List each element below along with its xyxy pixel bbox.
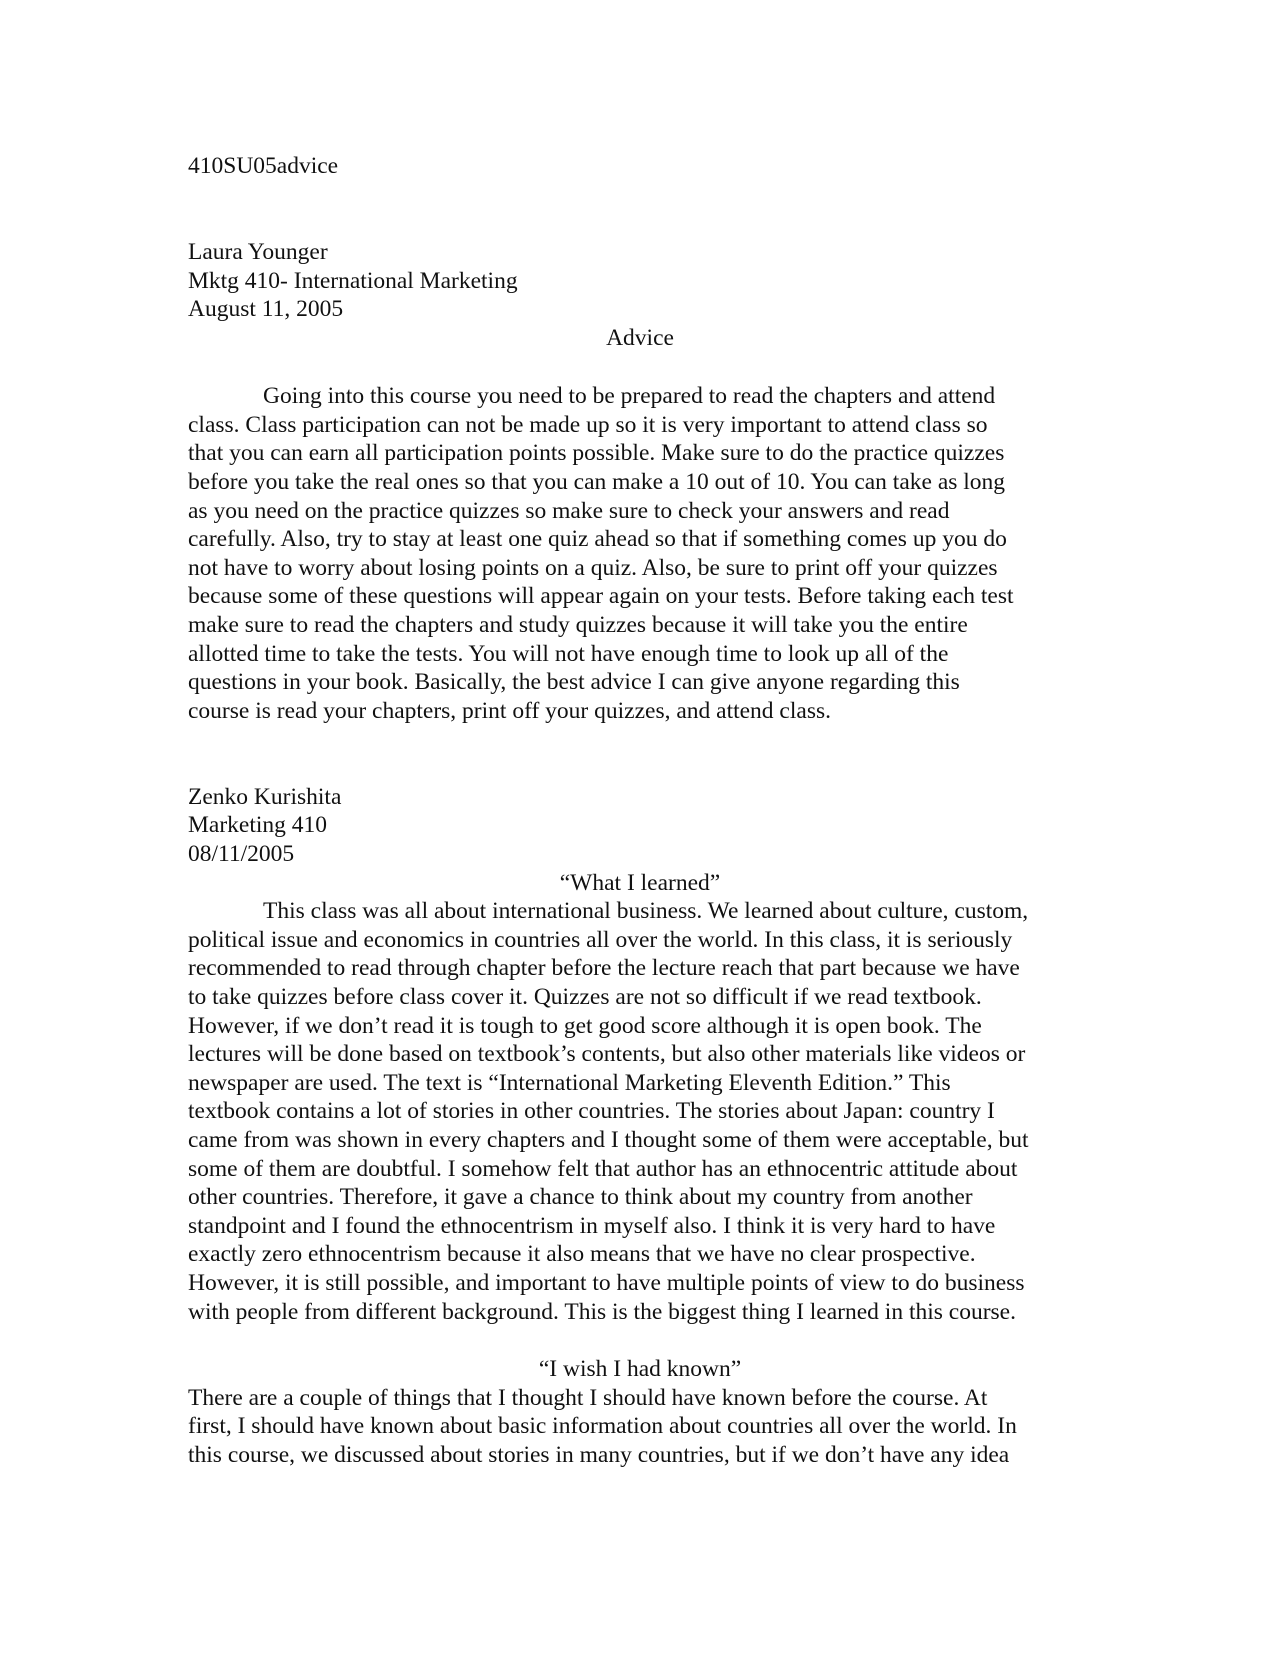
entry2-line: some of them are doubtful. I somehow felt that author has an ethnocentric attitude about (188, 1156, 1018, 1182)
entry1-line: make sure to read the chapters and study quizzes because it will take you the entire (188, 612, 968, 638)
entry2-author: Zenko Kurishita (188, 784, 342, 810)
entry2-line: with people from different background. This is the biggest thing I learned in this course. (188, 1299, 1016, 1325)
entry2-line: However, if we don’t read it is tough to get good score although it is open book. The (188, 1013, 982, 1039)
entry2-line: political issue and economics in countries all over the world. In this class, it is seriously (188, 927, 1013, 953)
entry1-title: Advice (606, 325, 674, 351)
entry2-line: this course, we discussed about stories in many countries, but if we don’t have any idea (188, 1442, 1010, 1468)
entry2-line: standpoint and I found the ethnocentrism in myself also. I think it is very hard to have (188, 1213, 996, 1239)
entry2-line: first, I should have known about basic information about countries all over the world. In (188, 1413, 1017, 1439)
entry1-line: course is read your chapters, print off your quizzes, and attend class. (188, 698, 831, 724)
entry2-line: to take quizzes before class cover it. Quizzes are not so difficult if we read textbook. (188, 984, 982, 1010)
entry1-line: as you need on the practice quizzes so make sure to check your answers and read (188, 498, 950, 524)
entry2-line: recommended to read through chapter before the lecture reach that part because we have (188, 955, 1020, 981)
entry1-date: August 11, 2005 (188, 296, 344, 322)
entry1-line: carefully. Also, try to stay at least one quiz ahead so that if something comes up you do (188, 526, 1007, 552)
entry2-line: exactly zero ethnocentrism because it also means that we have no clear prospective. (188, 1241, 976, 1267)
entry2-line: newspaper are used. The text is “International Marketing Eleventh Edition.” This (188, 1070, 951, 1096)
entry1-line: before you take the real ones so that you can make a 10 out of 10. You can take as long (188, 469, 1006, 495)
entry1-line: allotted time to take the tests. You will not have enough time to look up all of the (188, 641, 949, 667)
entry2-line: textbook contains a lot of stories in other countries. The stories about Japan: country I (188, 1098, 995, 1124)
entry1-course: Mktg 410- International Marketing (188, 268, 518, 294)
entry2-line: This class was all about international business. We learned about culture, custom, (263, 898, 1029, 924)
entry2-line: other countries. Therefore, it gave a chance to think about my country from another (188, 1184, 973, 1210)
file-label: 410SU05advice (188, 153, 339, 179)
entry1-author: Laura Younger (188, 239, 328, 265)
entry2-line: came from was shown in every chapters and I thought some of them were acceptable, but (188, 1127, 1029, 1153)
entry1-line: questions in your book. Basically, the best advice I can give anyone regarding this (188, 669, 960, 695)
entry2-line: However, it is still possible, and important to have multiple points of view to do business (188, 1270, 1025, 1296)
entry2-course: Marketing 410 (188, 812, 328, 838)
entry2-subtitle: “I wish I had known” (538, 1356, 742, 1382)
entry2-title: “What I learned” (559, 870, 721, 896)
entry1-line: class. Class participation can not be made up so it is very important to attend class so (188, 412, 988, 438)
entry2-date: 08/11/2005 (188, 841, 295, 867)
entry2-line: lectures will be done based on textbook’s contents, but also other materials like videos or (188, 1041, 1026, 1067)
entry1-line: Going into this course you need to be prepared to read the chapters and attend (263, 383, 996, 409)
entry1-line: not have to worry about losing points on a quiz. Also, be sure to print off your quizzes (188, 555, 998, 581)
entry1-line: that you can earn all participation points possible. Make sure to do the practice quizzes (188, 440, 1005, 466)
entry2-line: There are a couple of things that I thought I should have known before the course. At (188, 1385, 988, 1411)
entry1-line: because some of these questions will appear again on your tests. Before taking each test (188, 583, 1014, 609)
